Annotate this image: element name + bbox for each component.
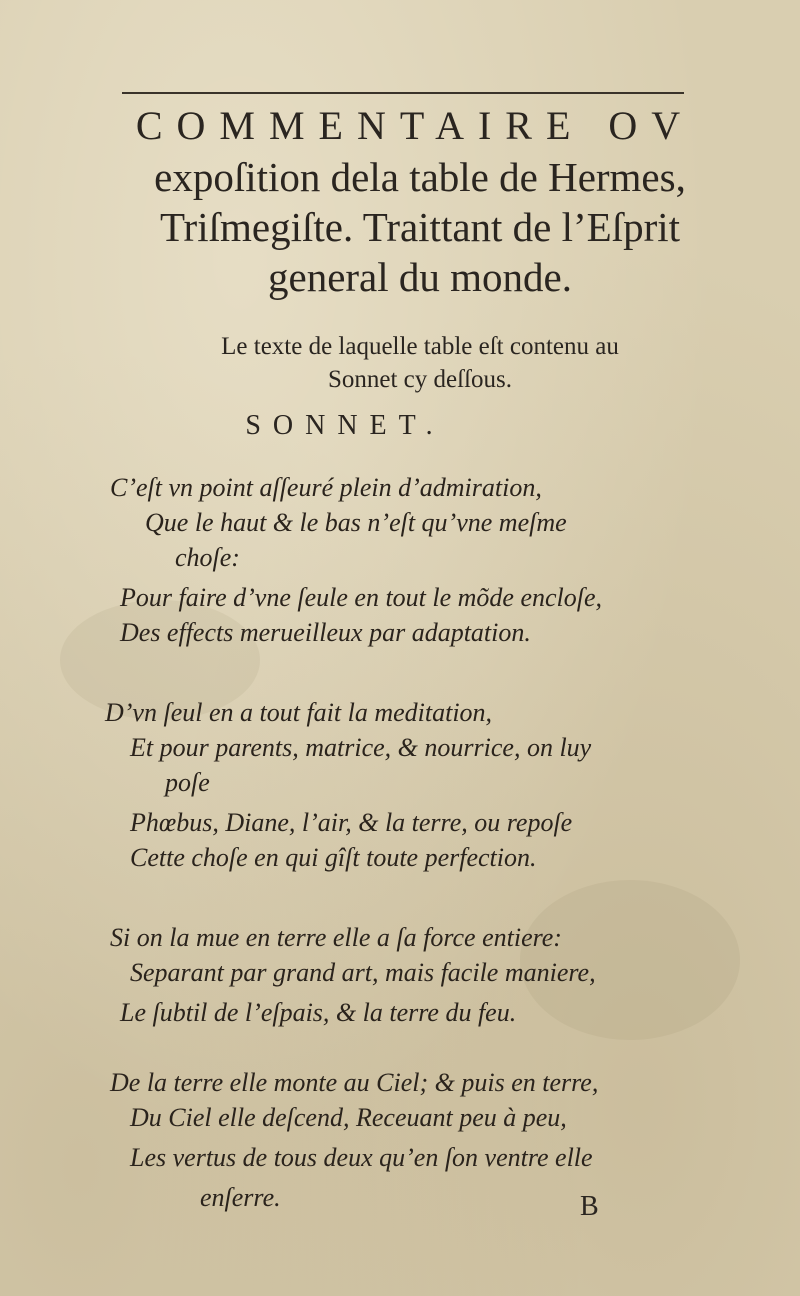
verse-line: Du Ciel elle deſcend, Receuant peu à peu, bbox=[130, 1103, 567, 1132]
verse-line: poſe bbox=[165, 768, 210, 797]
verse-line: Separant par grand art, mais facile maniere, bbox=[130, 958, 596, 987]
signature-mark: B bbox=[580, 1191, 599, 1222]
verse-line: enſerre. bbox=[200, 1183, 281, 1212]
verse-line: Phœbus, Diane, l’air, & la terre, ou repoſe bbox=[130, 808, 573, 837]
verse-line: D’vn ſeul en a tout fait la meditation, bbox=[105, 698, 493, 727]
sonnet-heading: SONNET. bbox=[245, 410, 445, 441]
verse-line: Pour faire d’vne ſeule en tout le mõde encloſe, bbox=[120, 583, 603, 612]
verse-line: Le ſubtil de l’eſpais, & la terre du feu. bbox=[120, 998, 517, 1027]
verse-line: Les vertus de tous deux qu’en ſon ventre elle bbox=[130, 1143, 593, 1172]
title-line-4: general du monde. bbox=[268, 254, 572, 300]
verse-line: choſe: bbox=[175, 543, 240, 572]
verse-line: Si on la mue en terre elle a ſa force entiere: bbox=[110, 923, 562, 952]
verse-line: Des effects merueilleux par adaptation. bbox=[120, 618, 531, 647]
top-rule bbox=[122, 92, 684, 94]
verse-line: C’eſt vn point aſſeuré plein d’admiration, bbox=[110, 473, 542, 502]
title-line-3: Triſmegiſte. Traittant de l’Eſprit bbox=[159, 204, 681, 250]
verse-line: De la terre elle monte au Ciel; & puis en terre, bbox=[110, 1068, 599, 1097]
verse-line: Et pour parents, matrice, & nourrice, on luy bbox=[130, 733, 592, 762]
title-block bbox=[100, 100, 740, 302]
title-line-2: expoſition dela table de Hermes, bbox=[154, 154, 686, 200]
verse-line: Cette choſe en qui gîſt toute perfection. bbox=[130, 843, 537, 872]
verse-line: Que le haut & le bas n’eſt qu’vne meſme bbox=[145, 508, 567, 537]
intro-text bbox=[100, 330, 740, 396]
intro-line-2: Sonnet cy deſſous. bbox=[327, 366, 512, 393]
intro-line-1: Le texte de laquelle table eſt contenu au bbox=[221, 333, 619, 360]
title-line-1: COMMENTAIRE OV bbox=[135, 103, 695, 148]
